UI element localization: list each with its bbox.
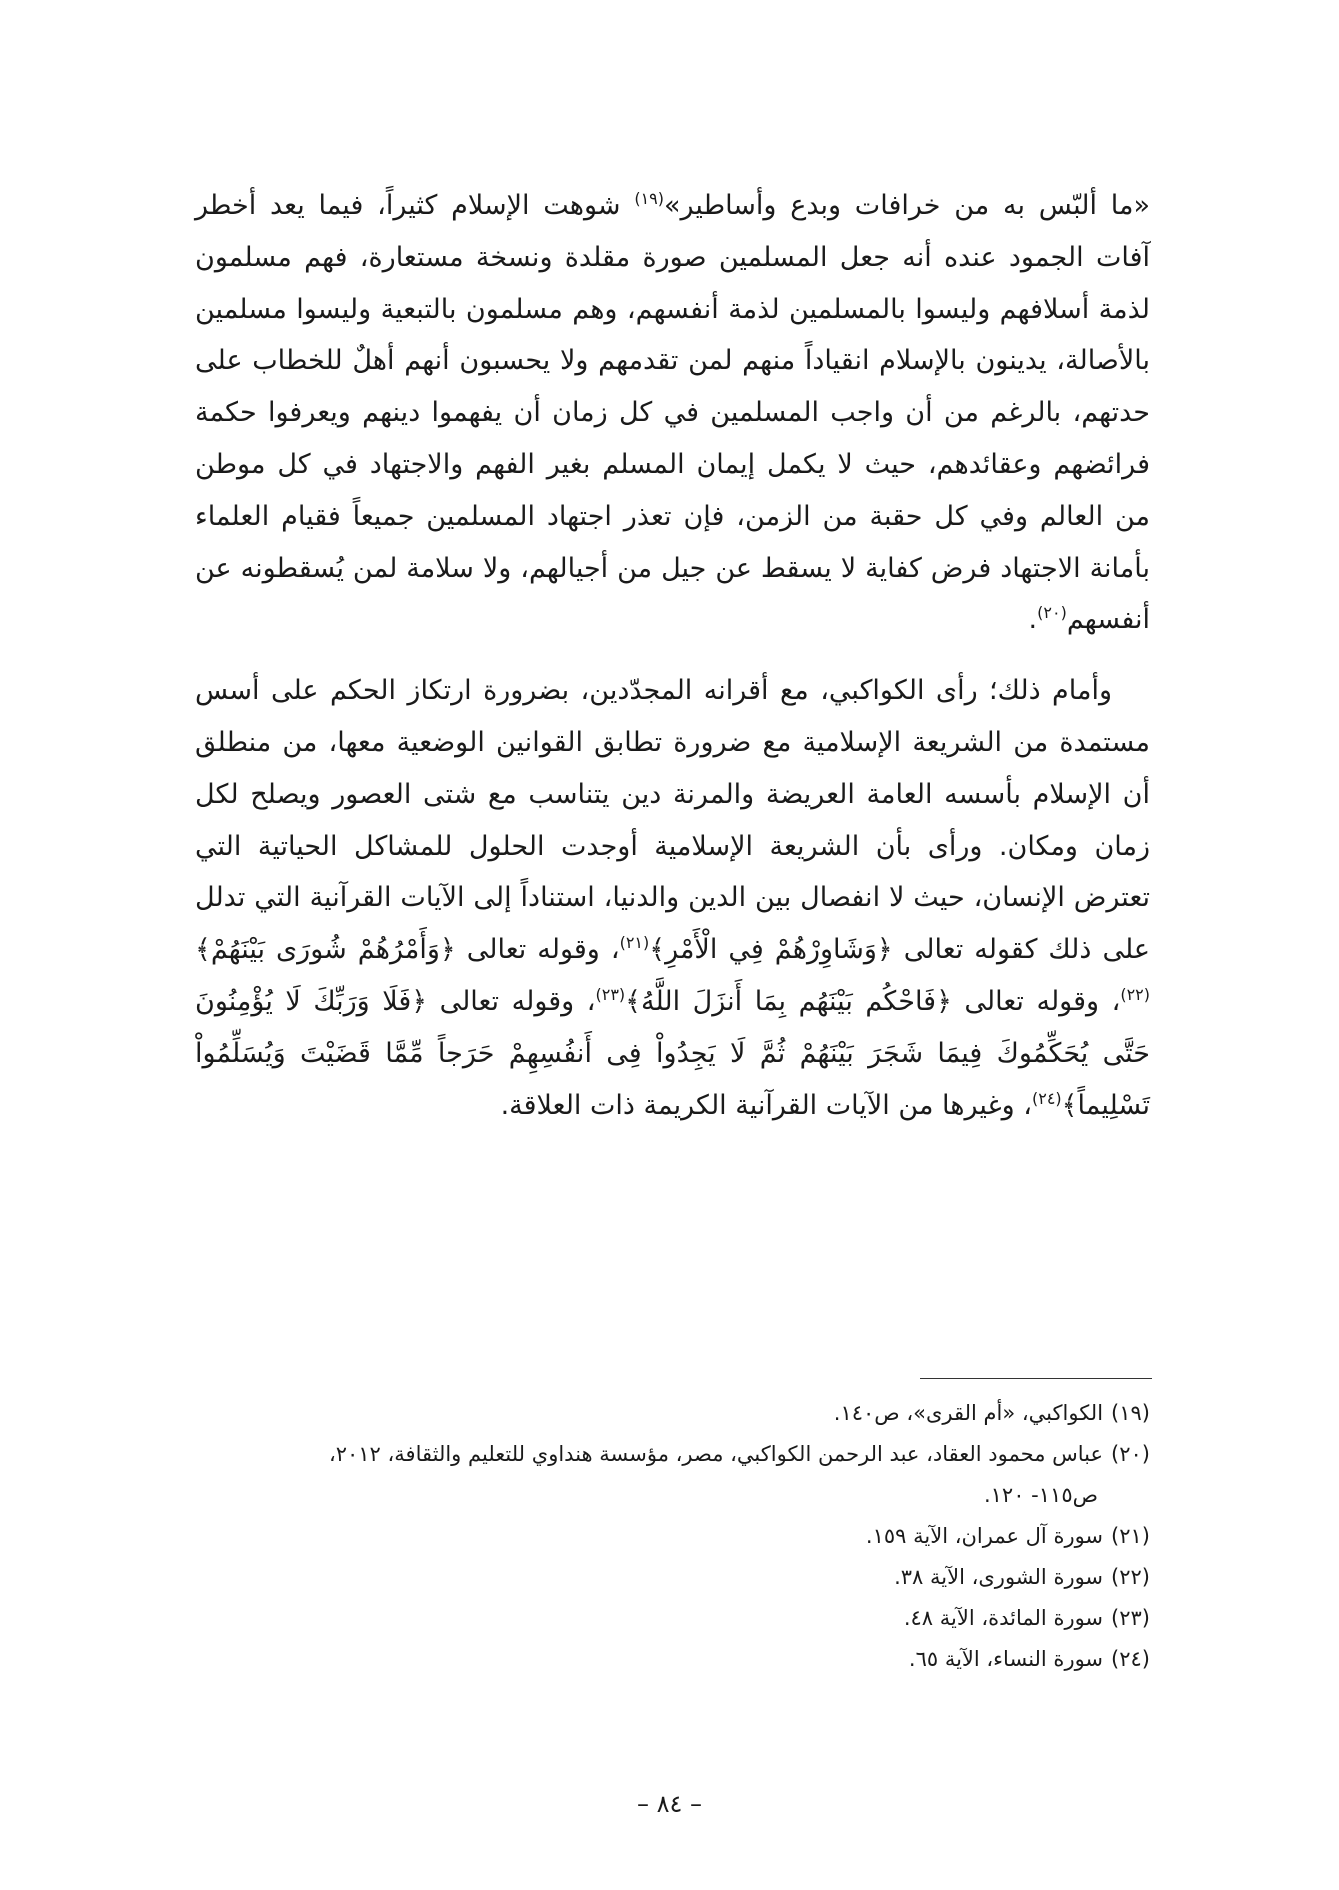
footnote-divider (920, 1378, 1152, 1379)
paragraph-2-verse-4: ، وقوله تعالى ﴿فَلَا وَرَبِّكَ لَا يُؤْمِنُونَ حَتَّى يُحَكِّمُوكَ فِيمَا شَجَرَ بَيْنَهُمْ ثُمَّ لَا يَجِدُواْ فِى أَنفُسِهِمْ حَرَجاً مِّمَّا قَضَيْتَ وَيُسَلِّمُواْ تَسْلِيماً﴾ (195, 985, 1150, 1121)
footnote-ref-22: (٢٢) (1120, 984, 1151, 1004)
footnote-number: (١٩) (1111, 1401, 1150, 1425)
paragraph-2-verse-2: ، وقوله تعالى ﴿وَأَمْرُهُمْ شُورَى بَيْنَهُمْ﴾ (195, 934, 620, 966)
footnote-ref-24: (٢٤) (1031, 1088, 1062, 1108)
footnote-23 (195, 1598, 1150, 1639)
footnote-ref-20: (٢٠) (1037, 603, 1067, 623)
footnote-text: سورة آل عمران، الآية ١٥٩. (865, 1524, 1104, 1548)
paragraph-1-text: «ما ألبّس به من خرافات وبدع وأساطير» (664, 190, 1150, 221)
footnotes (195, 1393, 1150, 1680)
footnote-ref-19: (١٩) (634, 189, 665, 208)
footnote-text: سورة النساء، الآية ٦٥. (908, 1647, 1104, 1671)
paragraph-2-end: ، وغيرها من الآيات القرآنية الكريمة ذات العلاقة. (500, 1089, 1032, 1121)
footnote-text: الكواكبي، «أم القرى»، ص١٤٠. (833, 1401, 1104, 1425)
footnote-21 (195, 1516, 1150, 1557)
footnote-ref-23: (٢٣) (595, 984, 626, 1004)
footnote-number: (٢٢) (1111, 1565, 1150, 1589)
paragraph-2-verse-3: ، وقوله تعالى ﴿فَاحْكُم بَيْنَهُم بِمَا أَنزَلَ اللَّهُ﴾ (625, 985, 1121, 1017)
page-number: – ٨٤ – (636, 1790, 703, 1818)
footnote-20-continuation: ص١١٥- ١٢٠. (983, 1483, 1098, 1507)
footnote-text: سورة المائدة، الآية ٤٨. (903, 1606, 1104, 1630)
footnote-text: سورة الشورى، الآية ٣٨. (894, 1565, 1104, 1589)
footnote-number: (٢٣) (1111, 1606, 1150, 1630)
paragraph-1 (195, 180, 1150, 646)
body-text (195, 180, 1150, 1131)
paragraph-1-text-cont: شوهت الإسلام كثيراً، فيما يعد أخطر آفات الجمود عنده أنه جعل المسلمين صورة مقلدة ونسخة مستعارة، فهم مسلمون لذمة أسلافهم وليسوا بالمسلمين لذمة أنفسهم، وهم مسلمون بالتبعية وليسوا مسلمين بالأصالة، يدينون بالإسلام انقياداً منهم لمن تقدمهم ولا يحسبون أنهم أهلٌ للخطاب على حدتهم، بالرغم من أن واجب المسلمين في كل زمان أن يفهموا دينهم ويعرفوا حكمة فرائضهم وعقائدهم، حيث لا يكمل إيمان المسلم بغير الفهم والاجتهاد في كل موطن من العالم وفي كل حقبة من الزمن، فإن تعذر اجتهاد المسلمين جميعاً فقيام العلماء بأمانة الاجتهاد فرض كفاية لا يسقط عن جيل من أجيالهم، ولا سلامة لمن يُسقطونه عن أنفسهم (195, 190, 1150, 636)
footnote-number: (٢٤) (1111, 1647, 1150, 1671)
footnote-20 (195, 1434, 1150, 1475)
footnote-24 (195, 1639, 1150, 1680)
footnote-number: (٢١) (1111, 1524, 1150, 1548)
paragraph-1-end: . (1028, 604, 1038, 636)
footnote-text: عباس محمود العقاد، عبد الرحمن الكواكبي، مصر، مؤسسة هنداوي للتعليم والثقافة، ٢٠١٢، (328, 1442, 1104, 1466)
paragraph-2-text: وأمام ذلك؛ رأى الكواكبي، مع أقرانه المجدّدين، بضرورة ارتكاز الحكم على أسس مستمدة من الشريعة الإسلامية مع ضرورة تطابق القوانين الوضعية معها، من منطلق أن الإسلام بأسسه العامة العريضة والمرنة دين يتناسب مع شتى العصور ويصلح لكل زمان ومكان. ورأى بأن الشريعة الإسلامية أوجدت الحلول للمشاكل الحياتية التي تعترض الإنسان، حيث لا انفصال بين الدين والدنيا، استناداً إلى الآيات القرآنية التي تدلل على ذلك كقوله تعالى ﴿وَشَاوِرْهُمْ فِي الْأَمْرِ﴾ (195, 675, 1150, 966)
footnote-number: (٢٠) (1111, 1442, 1150, 1466)
footnote-22 (195, 1557, 1150, 1598)
footnote-ref-21: (٢١) (619, 933, 650, 953)
paragraph-2 (195, 665, 1150, 1131)
footnote-19 (195, 1393, 1150, 1434)
